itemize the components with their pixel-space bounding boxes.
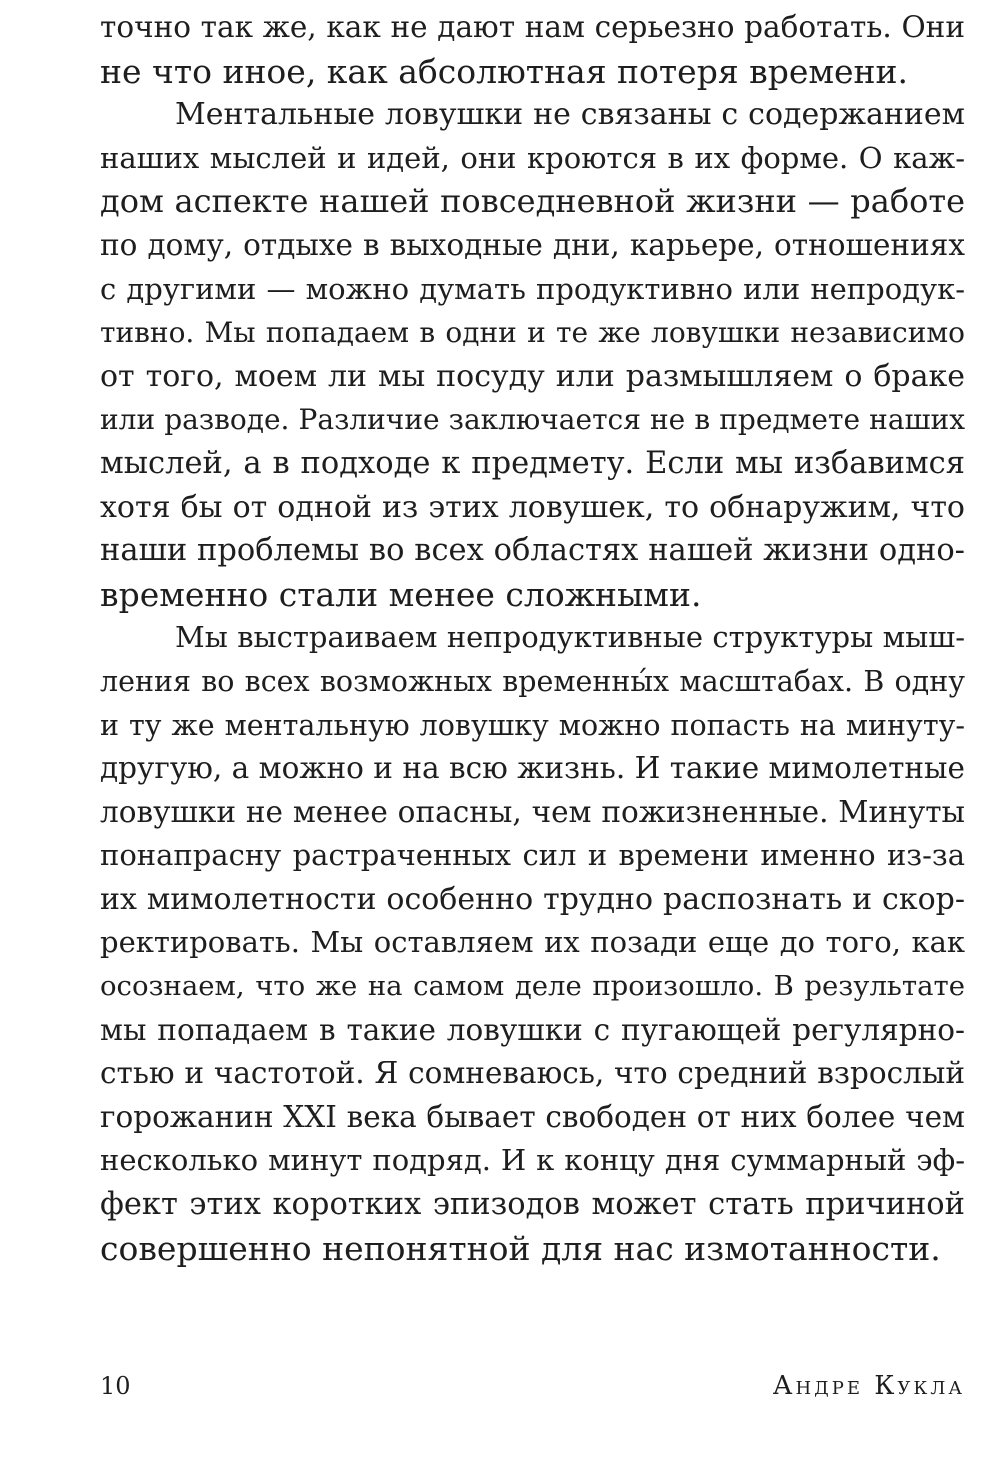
text-line: наши проблемы во всех областях нашей жизни одно- [100, 533, 965, 569]
text-line: от того, моем ли мы посуду или размышляем о браке [100, 358, 965, 394]
text-line: осознаем, что же на самом деле произошло. В результате [100, 970, 965, 1003]
text-line: тивно. Мы попадаем в одни и те же ловушки независимо [100, 316, 965, 350]
text-line: Мы выстраиваем непродуктивные структуры мыш- [175, 620, 965, 655]
text-line: мы попадаем в такие ловушки с пугающей регулярно- [100, 1012, 965, 1047]
text-line: и ту же ментальную ловушку можно попасть на минуту- [100, 708, 965, 742]
text-line: или разводе. Различие заключается не в предмете наших [100, 403, 965, 437]
text-line: понапрасну растраченных сил и времени именно из-за [100, 838, 965, 873]
text-line: фект этих коротких эпизодов может стать причиной [100, 1187, 965, 1223]
text-line: точно так же, как не дают нам серьезно работать. Они [100, 10, 965, 44]
text-line: по дому, отдыхе в выходные дни, карьере, отношениях [100, 227, 965, 262]
text-line: их мимолетности особенно трудно распознать и скор- [100, 881, 965, 917]
text-line: горожанин XXI века бывает свободен от них более чем [100, 1099, 965, 1134]
text-line: не что иное, как абсолютная потеря времени. [100, 51, 909, 91]
paragraph [100, 93, 965, 616]
page-number: 10 [100, 1372, 131, 1400]
text-line: ректировать. Мы оставляем их позади еще до того, как [100, 925, 965, 960]
text-line: хотя бы от одной из этих ловушек, то обнаружим, что [100, 489, 965, 525]
text-line: несколько минут подряд. И к концу дня суммарный эф- [100, 1143, 965, 1178]
text-line: ления во всех возможных временны́х масштабах. В одну [100, 664, 965, 698]
page-footer [100, 1366, 965, 1406]
text-line: временно стали менее сложными. [100, 574, 702, 614]
text-line: дом аспекте нашей повседневной жизни — работе [100, 182, 965, 221]
body-text [100, 6, 965, 1270]
text-line: стью и частотой. Я сомневаюсь, что средний взрослый [100, 1056, 965, 1091]
text-line: Ментальные ловушки не связаны с содержанием [175, 97, 965, 133]
text-line: ловушки не менее опасны, чем пожизненные. Минуты [100, 794, 965, 829]
text-line: мыслей, а в подходе к предмету. Если мы избавимся [100, 445, 965, 481]
text-line: другую, а можно и на всю жизнь. И такие мимолетные [100, 751, 965, 786]
running-head-author: Андре Кукла [772, 1371, 965, 1401]
paragraph [100, 616, 965, 1270]
text-line: совершенно непонятной для нас измотанности. [100, 1228, 941, 1268]
text-line: с другими — можно думать продуктивно или непродук- [100, 271, 965, 306]
paragraph [100, 6, 965, 93]
text-line: наших мыслей и идей, они кроются в их форме. О каж- [100, 140, 965, 175]
